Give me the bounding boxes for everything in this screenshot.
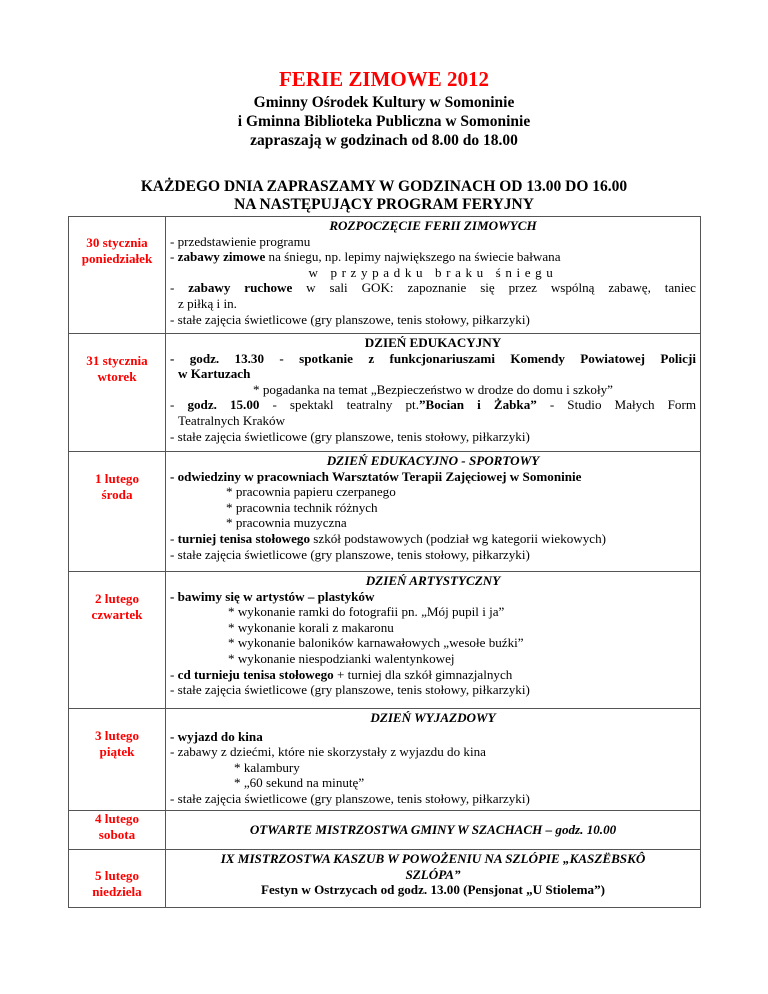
program-line: - godz. 15.00 - spektakl teatralny pt.”Bocian i Żabka” - Studio Małych Form [170, 397, 696, 413]
day-date: 30 stycznia [86, 235, 148, 250]
schedule-row-2-lutego [69, 572, 701, 709]
day-date: 31 stycznia [86, 353, 148, 368]
program-line: - wyjazd do kina [170, 728, 263, 744]
program-line: - zabawy z dziećmi, które nie skorzystały z wyjazdu do kina [170, 744, 486, 760]
program-line: * wykonanie baloników karnawałowych „wesołe buźki” [228, 635, 524, 651]
day-cell [69, 334, 166, 452]
headline-line: NA NASTĘPUJĄCY PROGRAM FERYJNY [234, 196, 534, 213]
program-line: - stałe zajęcia świetlicowe (gry planszowe, tenis stołowy, piłkarzyki) [170, 428, 530, 444]
schedule-row-30-stycznia [69, 217, 701, 334]
program-line: * wykonanie niespodzianki walentynkowej [228, 650, 455, 666]
program-line: * „60 sekund na minutę” [234, 775, 365, 791]
day-weekday: poniedziałek [81, 250, 153, 266]
schedule-row-31-stycznia [69, 334, 701, 452]
program-line: * kalambury [234, 759, 300, 775]
headline-line: KAŻDEGO DNIA ZAPRASZAMY W GODZINACH OD 13.00 DO 16.00 [140, 178, 628, 195]
day-weekday: sobota [98, 826, 136, 842]
program-line: - godz. 13.30 - spotkanie z funkcjonariuszami Komendy Powiatowej Policji [170, 350, 696, 366]
program-line: - stałe zajęcia świetlicowe (gry planszowe, tenis stołowy, piłkarzyki) [170, 790, 530, 806]
program-line: - stałe zajęcia świetlicowe (gry planszowe, tenis stołowy, piłkarzyki) [170, 682, 530, 698]
day-cell [69, 811, 166, 850]
program-line: Teatralnych Kraków [178, 412, 286, 428]
program-cell [166, 217, 701, 334]
program-headline [0, 178, 768, 214]
program-line: - odwiedziny w pracowniach Warsztatów Terapii Zajęciowej w Somoninie [170, 468, 582, 484]
program-line: * pracownia papieru czerpanego [226, 484, 396, 500]
day-heading: IX MISTRZOSTWA KASZUB W POWOŻENIU NA SZLÓPIE „KASZËBSKÔ [220, 851, 646, 866]
day-heading: OTWARTE MISTRZOSTWA GMINY W SZACHACH – godz. 10.00 [249, 821, 617, 837]
program-line: * wykonanie ramki do fotografii pn. „Mój pupil i ja” [228, 604, 505, 620]
day-heading: DZIEŃ WYJAZDOWY [370, 710, 496, 725]
program-cell [166, 850, 701, 908]
program-cell [166, 572, 701, 709]
program-line: w przypadku braku śniegu [308, 264, 558, 280]
day-cell [69, 452, 166, 572]
schedule-table [68, 216, 701, 908]
hours-line: zapraszają w godzinach od 8.00 do 18.00 [250, 132, 518, 149]
program-cell [166, 452, 701, 572]
day-date: 2 lutego [94, 591, 139, 606]
program-line: * pogadanka na temat „Bezpieczeństwo w drodze do domu i szkoły” [253, 381, 613, 397]
day-weekday: wtorek [97, 368, 137, 384]
program-line: - turniej tenisa stołowego szkół podstawowych (podział wg kategorii wiekowych) [170, 530, 607, 546]
schedule-row-4-lutego [69, 811, 701, 850]
day-weekday: piątek [99, 743, 135, 759]
program-cell [166, 334, 701, 452]
day-cell [69, 217, 166, 334]
program-line: - zabawy zimowe na śniegu, np. lepimy największego na świecie bałwana [170, 249, 561, 265]
day-date: 5 lutego [94, 868, 139, 883]
day-date: 4 lutego [94, 811, 139, 826]
schedule-row-1-lutego [69, 452, 701, 572]
program-line: * pracownia technik różnych [226, 499, 378, 515]
day-heading: ROZPOCZĘCIE FERII ZIMOWYCH [329, 218, 537, 233]
program-line: z piłką i in. [178, 295, 237, 311]
schedule-row-5-lutego [69, 850, 701, 908]
day-weekday: czwartek [91, 606, 143, 622]
day-heading: DZIEŃ ARTYSTYCZNY [365, 573, 501, 588]
day-date: 3 lutego [94, 728, 139, 743]
program-line: - bawimy się w artystów – plastyków [170, 588, 375, 604]
day-weekday: środa [101, 486, 133, 502]
program-line: - stałe zajęcia świetlicowe (gry planszowe, tenis stołowy, piłkarzyki) [170, 311, 530, 327]
program-line: - cd turnieju tenisa stołowego + turniej dla szkół gimnazjalnych [170, 666, 513, 682]
organizer-line: i Gminna Biblioteka Publiczna w Somoninie [237, 113, 531, 130]
day-heading: DZIEŃ EDUKACYJNY [364, 335, 502, 350]
program-line: - przedstawienie programu [170, 233, 311, 249]
program-line: * pracownia muzyczna [226, 515, 347, 531]
page-title: FERIE ZIMOWE 2012 [278, 67, 490, 91]
program-line: w Kartuzach [178, 366, 251, 382]
program-cell [166, 709, 701, 811]
day-cell [69, 850, 166, 908]
organizer-line: Gminny Ośrodek Kultury w Somoninie [253, 94, 515, 111]
program-line: * wykonanie korali z makaronu [228, 619, 394, 635]
day-heading: SZLÓPA” [405, 866, 461, 882]
program-line: - stałe zajęcia świetlicowe (gry planszowe, tenis stołowy, piłkarzyki) [170, 546, 530, 562]
day-heading: DZIEŃ EDUKACYJNO - SPORTOWY [326, 453, 540, 468]
program-line: - zabawy ruchowe w sali GOK: zapoznanie się przez wspólną zabawę, taniec [170, 280, 696, 296]
day-date: 1 lutego [94, 471, 139, 486]
organizers [0, 93, 768, 150]
day-cell [69, 572, 166, 709]
day-cell [69, 709, 166, 811]
program-cell [166, 811, 701, 850]
event-note: Festyn w Ostrzycach od godz. 13.00 (Pensjonat „U Stiolema”) [260, 882, 606, 898]
schedule-row-3-lutego [69, 709, 701, 811]
day-weekday: niedziela [92, 883, 142, 899]
